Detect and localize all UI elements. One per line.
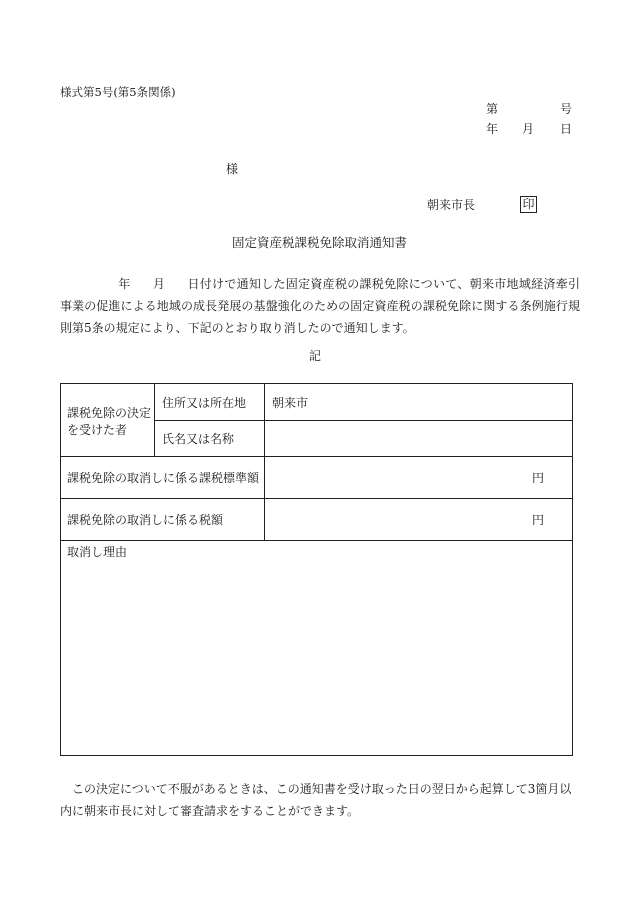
table-line: [61, 498, 573, 499]
notice-table: [60, 383, 573, 756]
body-paragraph: [60, 273, 580, 339]
address-label: 住所又は所在地: [162, 396, 247, 410]
address-value: 朝来市: [272, 396, 309, 410]
body-text: 日付けで通知した固定資産税の課税免除について、朝来市地域経済牽引事業の促進による地域の成長発展の基盤強化のための固定資産税の課税免除に関する条例施行規則第5条の規定により、下記のとおり取り消したので通知します。: [60, 277, 580, 335]
table-line: [61, 456, 573, 457]
table-line: [154, 384, 155, 456]
reason-label: 取消し理由: [67, 545, 128, 559]
recipient-label-line1: 課税免除の決定: [67, 406, 152, 420]
appeal-note-text: この決定について不服があるときは、この通知書を受け取った日の翌日から起算して3箇月以内に朝来市長に対して審査請求をすることができます。: [60, 782, 572, 818]
issuer-title: 朝来市長: [427, 198, 476, 212]
document-number-suffix: 号: [560, 102, 573, 116]
table-line: [154, 420, 573, 421]
base-amount-label: 課税免除の取消しに係る課税標準額: [67, 471, 260, 485]
body-year-label: 年: [118, 277, 131, 291]
document-title: 固定資産税課税免除取消通知書: [232, 235, 408, 250]
document-number-label: 第: [486, 102, 499, 116]
table-line: [61, 540, 573, 541]
base-amount-unit: 円: [532, 471, 545, 485]
recipient-label-line2: を受けた者: [67, 423, 128, 437]
date-day-label: 日: [560, 122, 573, 136]
date-year-label: 年: [486, 122, 499, 136]
ki-heading: 記: [309, 349, 322, 363]
tax-amount-label: 課税免除の取消しに係る税額: [67, 513, 224, 527]
name-label: 氏名又は名称: [162, 432, 235, 446]
seal-mark: 印: [520, 196, 537, 213]
body-month-label: 月: [152, 277, 166, 291]
table-line: [264, 384, 265, 540]
tax-amount-unit: 円: [532, 513, 545, 527]
addressee-honorific: 様: [226, 162, 239, 176]
appeal-note: [60, 778, 580, 822]
date-month-label: 月: [522, 122, 535, 136]
form-number: 様式第5号(第5条関係): [60, 85, 176, 99]
